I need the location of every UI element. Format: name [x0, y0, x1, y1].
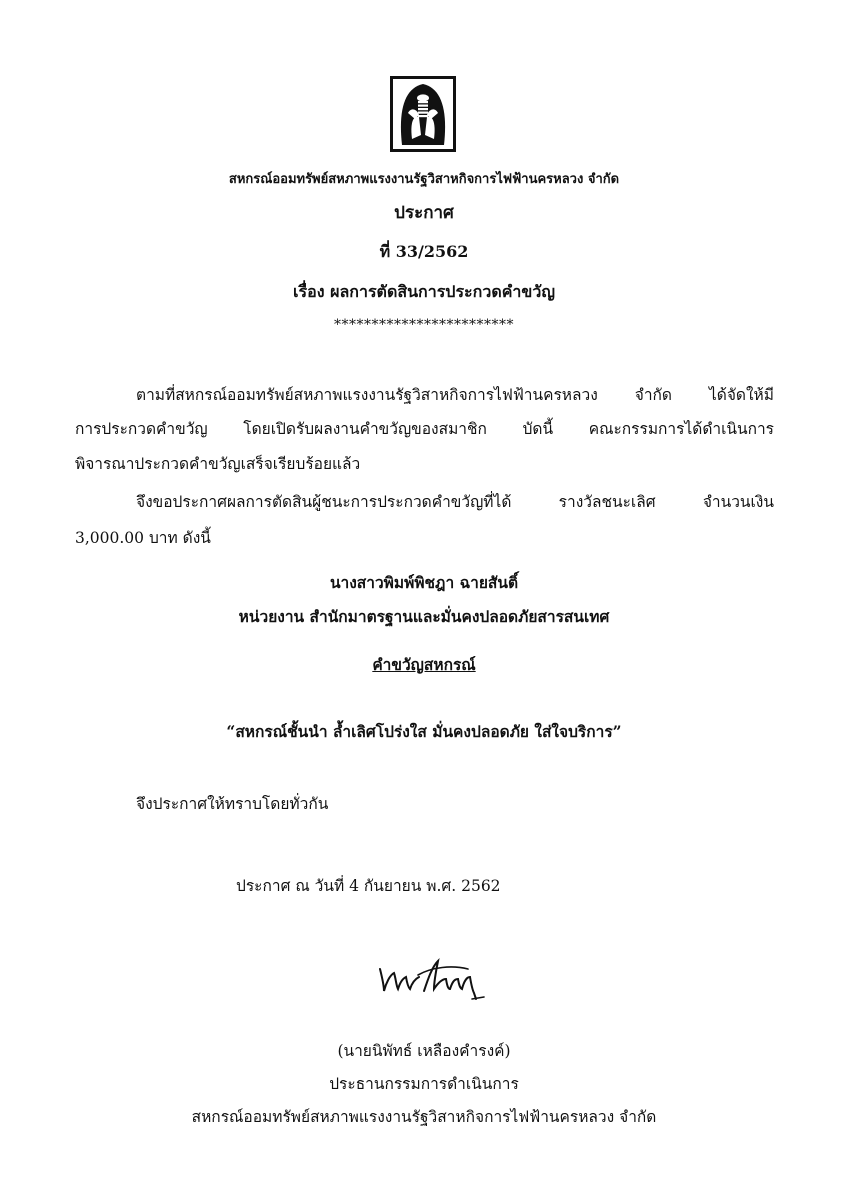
signatory-organization: สหกรณ์ออมทรัพย์สหภาพแรงงานรัฐวิสาหกิจการไฟฟ้านครหลวง จำกัด: [191, 1108, 657, 1126]
cooperative-logo: [390, 76, 456, 152]
winner-unit: หน่วยงาน สำนักมาตรฐานและมั่นคงปลอดภัยสารสนเทศ: [238, 607, 610, 626]
paragraph-1-line-1: [136, 382, 774, 407]
announcement-title: ประกาศ: [394, 203, 454, 223]
text-segment: คณะกรรมการได้ดำเนินการ: [588, 420, 774, 438]
paragraph-1-line-2: [75, 416, 774, 441]
paragraph-2-line-1: [136, 489, 774, 514]
text-segment: จำกัด: [634, 386, 673, 404]
text-segment: รางวัลชนะเลิศ: [558, 493, 656, 511]
cooperative-emblem-icon: [393, 79, 453, 149]
handwritten-signature: [372, 955, 492, 1003]
paragraph-2-line-2: 3,000.00 บาท ดังนี้: [75, 529, 211, 547]
slogan-label: คำขวัญสหกรณ์: [372, 655, 476, 674]
separator-line: ************************: [334, 317, 514, 333]
winning-slogan: “สหกรณ์ชั้นนำ ล้ำเลิศโปร่งใส มั่นคงปลอดภัย ใส่ใจบริการ”: [226, 722, 622, 741]
text-segment: จำนวนเงิน: [702, 493, 774, 511]
text-segment: โดยเปิดรับผลงานคำขวัญของสมาชิก: [243, 420, 487, 438]
signatory-role: ประธานกรรมการดำเนินการ: [329, 1075, 519, 1093]
closing-notice: จึงประกาศให้ทราบโดยทั่วกัน: [136, 795, 329, 813]
paragraph-1-line-3: พิจารณาประกวดคำขวัญเสร็จเรียบร้อยแล้ว: [75, 455, 361, 473]
announcement-date: ประกาศ ณ วันที่ 4 กันยายน พ.ศ. 2562: [236, 877, 501, 895]
signatory-name: (นายนิพัทธ์ เหลืองคำรงค์): [337, 1042, 511, 1060]
text-segment: จึงขอประกาศผลการตัดสินผู้ชนะการประกวดคำขวัญที่ได้: [136, 493, 512, 511]
text-segment: บัดนี้: [522, 420, 554, 438]
text-segment: ตามที่สหกรณ์ออมทรัพย์สหภาพแรงงานรัฐวิสาหกิจการไฟฟ้านครหลวง: [136, 386, 598, 404]
organization-header: สหกรณ์ออมทรัพย์สหภาพแรงงานรัฐวิสาหกิจการไฟฟ้านครหลวง จำกัด: [228, 172, 620, 187]
announcement-subject: เรื่อง ผลการตัดสินการประกวดคำขวัญ: [293, 282, 555, 301]
text-segment: การประกวดคำขวัญ: [75, 420, 208, 438]
announcement-number: ที่ 33/2562: [379, 242, 469, 261]
text-segment: ได้จัดให้มี: [708, 386, 774, 404]
winner-name: นางสาวพิมพ์พิชฎา ฉายสันติ์: [329, 573, 519, 592]
